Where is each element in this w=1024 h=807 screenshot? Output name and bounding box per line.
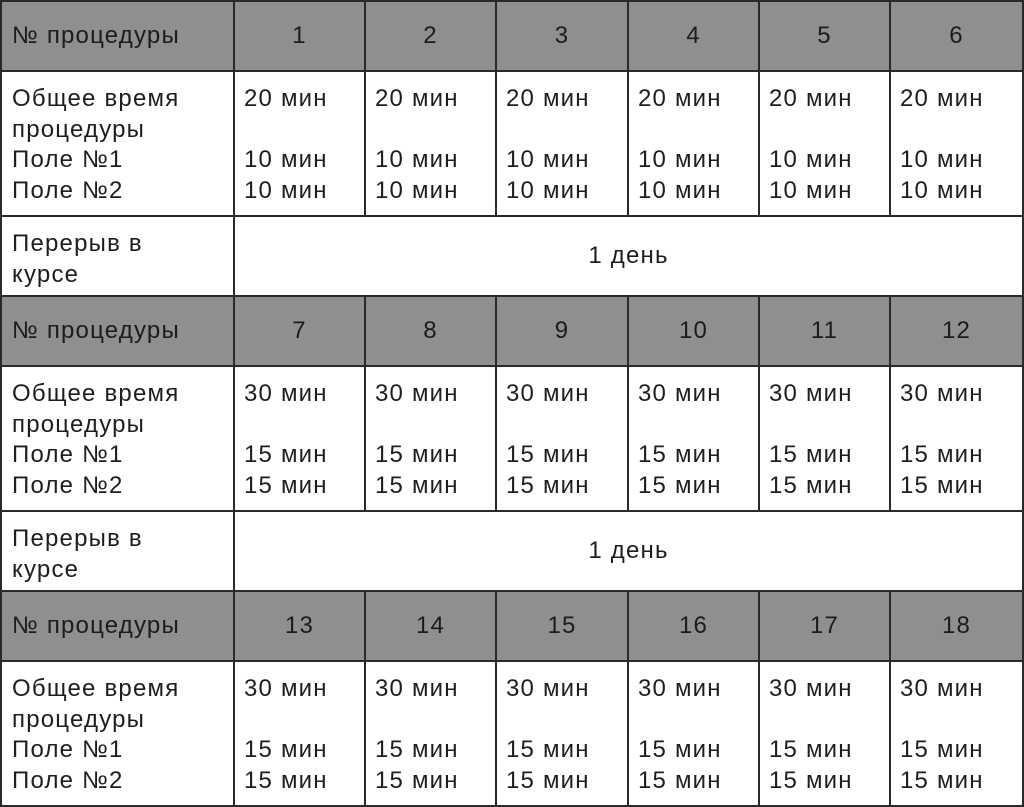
- total-time-value: 20 мин: [900, 85, 984, 112]
- spacer: [900, 705, 1022, 736]
- field2-time-value: 15 мин: [900, 471, 984, 499]
- time-values-cell: [891, 72, 1022, 217]
- procedure-number: 12: [941, 316, 972, 344]
- field2-time-value: 15 мин: [244, 766, 328, 794]
- total-time-label-line1: Общее время: [12, 380, 180, 407]
- time-values-cell: [760, 662, 891, 805]
- time-values-cell: [366, 367, 497, 512]
- procedure-number-cell: [366, 297, 497, 367]
- spacer: [638, 410, 758, 441]
- field1-time-value: 15 мин: [244, 441, 328, 468]
- break-value: 1 день: [588, 241, 669, 269]
- procedure-number: 16: [678, 611, 709, 639]
- procedure-number-cell: [235, 2, 366, 72]
- spacer: [638, 705, 758, 736]
- field1-time-value: 15 мин: [375, 441, 459, 468]
- field1-time-value: 10 мин: [900, 146, 984, 173]
- total-time-value: 20 мин: [506, 85, 590, 112]
- time-values-cell: [629, 367, 760, 512]
- time-values-cell: [497, 367, 629, 512]
- procedure-number-label: [2, 592, 235, 662]
- field2-time-value: 15 мин: [638, 766, 722, 794]
- total-time-label-line2: процедуры: [12, 410, 146, 438]
- time-values-cell: [497, 662, 629, 805]
- field1-time-value: 10 мин: [638, 146, 722, 173]
- total-time-value: 30 мин: [638, 675, 722, 702]
- field2-time-value: 10 мин: [375, 176, 459, 204]
- field1-time-value: 10 мин: [506, 146, 590, 173]
- field2-time-value: 15 мин: [900, 766, 984, 794]
- field1-time-value: 10 мин: [769, 146, 853, 173]
- total-time-value: 30 мин: [506, 380, 590, 407]
- procedure-number-cell: [891, 2, 1022, 72]
- spacer: [244, 705, 364, 736]
- field1-label: Поле №1: [12, 146, 124, 173]
- time-values-cell: [235, 367, 366, 512]
- procedure-number: 5: [817, 21, 832, 49]
- total-time-value: 30 мин: [375, 675, 459, 702]
- field2-time-value: 10 мин: [638, 176, 722, 204]
- field2-time-value: 10 мин: [244, 176, 328, 204]
- field2-time-value: 15 мин: [506, 471, 590, 499]
- time-values-cell: [891, 367, 1022, 512]
- procedure-number: 14: [415, 611, 446, 639]
- total-time-value: 20 мин: [375, 85, 459, 112]
- field2-label: Поле №2: [12, 766, 124, 794]
- field1-time-value: 10 мин: [375, 146, 459, 173]
- time-row-label: [2, 367, 235, 512]
- field2-time-value: 10 мин: [900, 176, 984, 204]
- field2-label: Поле №2: [12, 471, 124, 499]
- time-row-label: [2, 72, 235, 217]
- field2-time-value: 15 мин: [769, 471, 853, 499]
- procedure-number-cell: [629, 592, 760, 662]
- time-row-label: [2, 662, 235, 805]
- field1-time-value: 15 мин: [769, 441, 853, 468]
- procedure-number-cell: [235, 592, 366, 662]
- spacer: [769, 410, 889, 441]
- procedure-number-label: [2, 2, 235, 72]
- field1-time-value: 15 мин: [638, 736, 722, 763]
- procedure-number: 8: [423, 316, 438, 344]
- time-values-cell: [497, 72, 629, 217]
- procedure-number-cell: [366, 592, 497, 662]
- procedure-number: 10: [678, 316, 709, 344]
- field2-time-value: 10 мин: [769, 176, 853, 204]
- total-time-value: 30 мин: [244, 675, 328, 702]
- procedure-number: 6: [949, 21, 964, 49]
- total-time-value: 20 мин: [769, 85, 853, 112]
- procedure-number-cell: [891, 297, 1022, 367]
- procedure-number-cell: [497, 2, 629, 72]
- procedure-number-cell: [235, 297, 366, 367]
- field2-time-value: 15 мин: [638, 471, 722, 499]
- procedure-number: 4: [686, 21, 701, 49]
- procedure-number: 9: [554, 316, 570, 344]
- spacer: [900, 115, 1022, 146]
- time-values-cell: [366, 662, 497, 805]
- time-values-cell: [760, 367, 891, 512]
- spacer: [769, 705, 889, 736]
- break-value-cell: [235, 217, 1022, 297]
- field2-time-value: 10 мин: [506, 176, 590, 204]
- total-time-value: 30 мин: [638, 380, 722, 407]
- total-time-value: 30 мин: [375, 380, 459, 407]
- break-row-label: [2, 217, 235, 297]
- spacer: [506, 705, 627, 736]
- spacer: [244, 410, 364, 441]
- break-label-line2: курсе: [12, 260, 80, 288]
- break-label-line1: Перерыв в: [12, 525, 143, 552]
- total-time-label-line1: Общее время: [12, 85, 180, 112]
- field1-time-value: 15 мин: [244, 736, 328, 763]
- spacer: [506, 115, 627, 146]
- time-values-cell: [891, 662, 1022, 805]
- total-time-value: 30 мин: [900, 675, 984, 702]
- spacer: [506, 410, 627, 441]
- total-time-value: 30 мин: [506, 675, 590, 702]
- spacer: [375, 705, 495, 736]
- procedure-number-cell: [760, 592, 891, 662]
- total-time-value: 30 мин: [769, 675, 853, 702]
- field1-time-value: 15 мин: [375, 736, 459, 763]
- total-time-value: 30 мин: [900, 380, 984, 407]
- procedure-number: 15: [547, 611, 577, 639]
- field2-time-value: 15 мин: [506, 766, 590, 794]
- break-label-line1: Перерыв в: [12, 230, 143, 257]
- spacer: [769, 115, 889, 146]
- procedure-number-cell: [497, 592, 629, 662]
- procedure-number-cell: [891, 592, 1022, 662]
- procedure-number-cell: [497, 297, 629, 367]
- procedure-number: 3: [554, 21, 570, 49]
- time-values-cell: [235, 662, 366, 805]
- procedure-number: 11: [810, 316, 839, 344]
- field1-time-value: 10 мин: [244, 146, 328, 173]
- field1-label: Поле №1: [12, 736, 124, 763]
- break-label-line2: курсе: [12, 555, 80, 583]
- break-value-cell: [235, 512, 1022, 592]
- spacer: [638, 115, 758, 146]
- field2-label: Поле №2: [12, 176, 124, 204]
- procedure-number-label: [2, 297, 235, 367]
- procedure-number-cell: [629, 2, 760, 72]
- spacer: [900, 410, 1022, 441]
- break-value: 1 день: [588, 536, 669, 564]
- procedure-number: 18: [941, 611, 972, 639]
- field1-time-value: 15 мин: [900, 736, 984, 763]
- time-values-cell: [366, 72, 497, 217]
- spacer: [244, 115, 364, 146]
- field2-time-value: 15 мин: [375, 766, 459, 794]
- procedure-number-cell: [366, 2, 497, 72]
- time-values-cell: [235, 72, 366, 217]
- total-time-value: 20 мин: [638, 85, 722, 112]
- procedure-number-cell: [629, 297, 760, 367]
- total-time-label-line2: процедуры: [12, 115, 146, 143]
- field1-time-value: 15 мин: [506, 441, 590, 468]
- total-time-value: 20 мин: [244, 85, 328, 112]
- total-time-value: 30 мин: [769, 380, 853, 407]
- spacer: [375, 115, 495, 146]
- procedure-number: 7: [292, 316, 307, 344]
- field1-time-value: 15 мин: [506, 736, 590, 763]
- spacer: [375, 410, 495, 441]
- time-values-cell: [629, 662, 760, 805]
- procedure-number-label-text: № процедуры: [12, 611, 180, 639]
- field1-time-value: 15 мин: [769, 736, 853, 763]
- procedure-number: 13: [284, 611, 315, 639]
- field1-time-value: 15 мин: [638, 441, 722, 468]
- field2-time-value: 15 мин: [769, 766, 853, 794]
- field1-label: Поле №1: [12, 441, 124, 468]
- procedure-number-cell: [760, 2, 891, 72]
- procedure-number: 17: [809, 611, 840, 639]
- time-values-cell: [760, 72, 891, 217]
- time-values-cell: [629, 72, 760, 217]
- procedure-number: 1: [292, 21, 307, 49]
- procedure-number-cell: [760, 297, 891, 367]
- field1-time-value: 15 мин: [900, 441, 984, 468]
- procedure-number-label-text: № процедуры: [12, 316, 180, 344]
- field2-time-value: 15 мин: [375, 471, 459, 499]
- total-time-label-line1: Общее время: [12, 675, 180, 702]
- field2-time-value: 15 мин: [244, 471, 328, 499]
- total-time-label-line2: процедуры: [12, 705, 146, 733]
- total-time-value: 30 мин: [244, 380, 328, 407]
- procedure-number: 2: [423, 21, 438, 49]
- break-row-label: [2, 512, 235, 592]
- procedure-number-label-text: № процедуры: [12, 21, 180, 49]
